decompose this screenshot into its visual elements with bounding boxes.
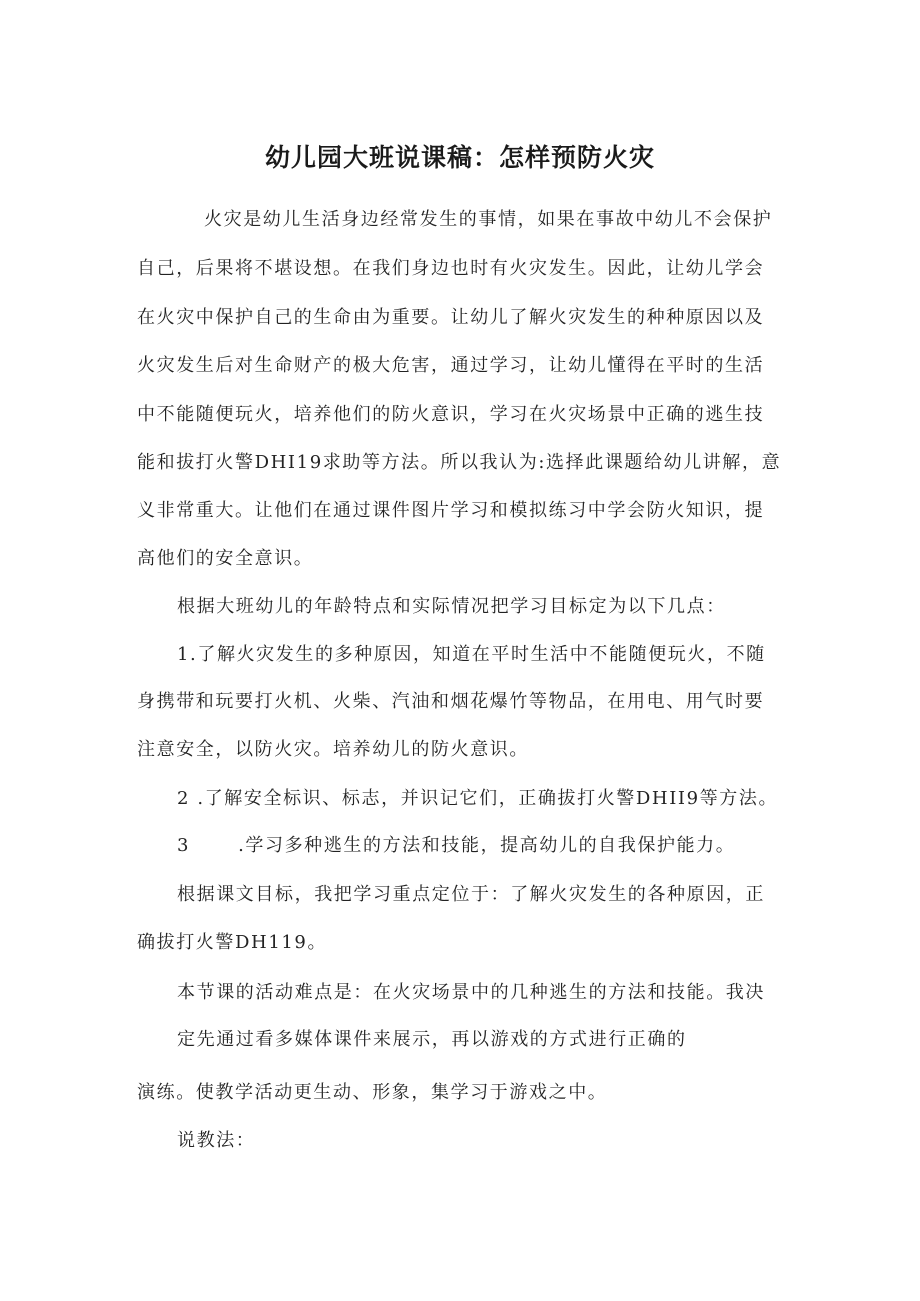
paragraph-line: 火灾发生后对生命财产的极大危害，通过学习，让幼儿懂得在平时的生活 bbox=[137, 355, 765, 376]
paragraph-line: 高他们的安全意识。 bbox=[137, 548, 314, 569]
list-item-line bbox=[177, 834, 735, 858]
paragraph-line: 火灾是幼儿生活身边经常发生的事情，如果在事故中幼儿不会保护 bbox=[204, 209, 773, 230]
list-item-line: 注意安全，以防火灾。培养幼儿的防火意识。 bbox=[137, 739, 529, 760]
paragraph-line: 根据课文目标，我把学习重点定位于：了解火灾发生的各种原因，正 bbox=[177, 884, 765, 905]
paragraph-line: 根据大班幼儿的年龄特点和实际情况把学习目标定为以下几点： bbox=[177, 596, 726, 617]
paragraph-line: 能和拔打火警DHI19求助等方法。所以我认为:选择此课题给幼儿讲解，意 bbox=[137, 452, 782, 473]
paragraph-line: 确拔打火警DH119。 bbox=[137, 932, 328, 953]
list-item-text: .学习多种逃生的方法和技能，提高幼儿的自我保护能力。 bbox=[238, 835, 736, 856]
paragraph-line: 本节课的活动难点是：在火灾场景中的几种逃生的方法和技能。我决 bbox=[177, 982, 765, 1003]
paragraph-line: 在火灾中保护自己的生命由为重要。让幼儿了解火灾发生的种种原因以及 bbox=[137, 307, 765, 328]
list-item-line: 1.了解火灾发生的多种原因，知道在平时生活中不能随便玩火，不随 bbox=[177, 644, 766, 665]
page-title: 幼儿园大班说课稿：怎样预防火灾 bbox=[264, 143, 655, 172]
list-number: 3 bbox=[177, 835, 191, 856]
list-item-line: 身携带和玩要打火机、火柴、汽油和烟花爆竹等物品，在用电、用气时要 bbox=[137, 691, 765, 712]
paragraph-line: 演练。使教学活动更生动、形象，集学习于游戏之中。 bbox=[137, 1082, 608, 1103]
section-heading: 说教法： bbox=[177, 1130, 256, 1151]
paragraph-line: 自己，后果将不堪设想。在我们身边也时有火灾发生。因此，让幼儿学会 bbox=[137, 258, 765, 279]
list-item-line: 2 .了解安全标识、标志，并识记它们，正确拔打火警DHII9等方法。 bbox=[177, 788, 779, 809]
paragraph-line: 定先通过看多媒体课件来展示，再以游戏的方式进行正确的 bbox=[177, 1029, 687, 1050]
paragraph-line: 义非常重大。让他们在通过课件图片学习和模拟练习中学会防火知识，提 bbox=[137, 500, 765, 521]
paragraph-line: 中不能随便玩火，培养他们的防火意识，学习在火灾场景中正确的逃生技 bbox=[137, 404, 765, 425]
